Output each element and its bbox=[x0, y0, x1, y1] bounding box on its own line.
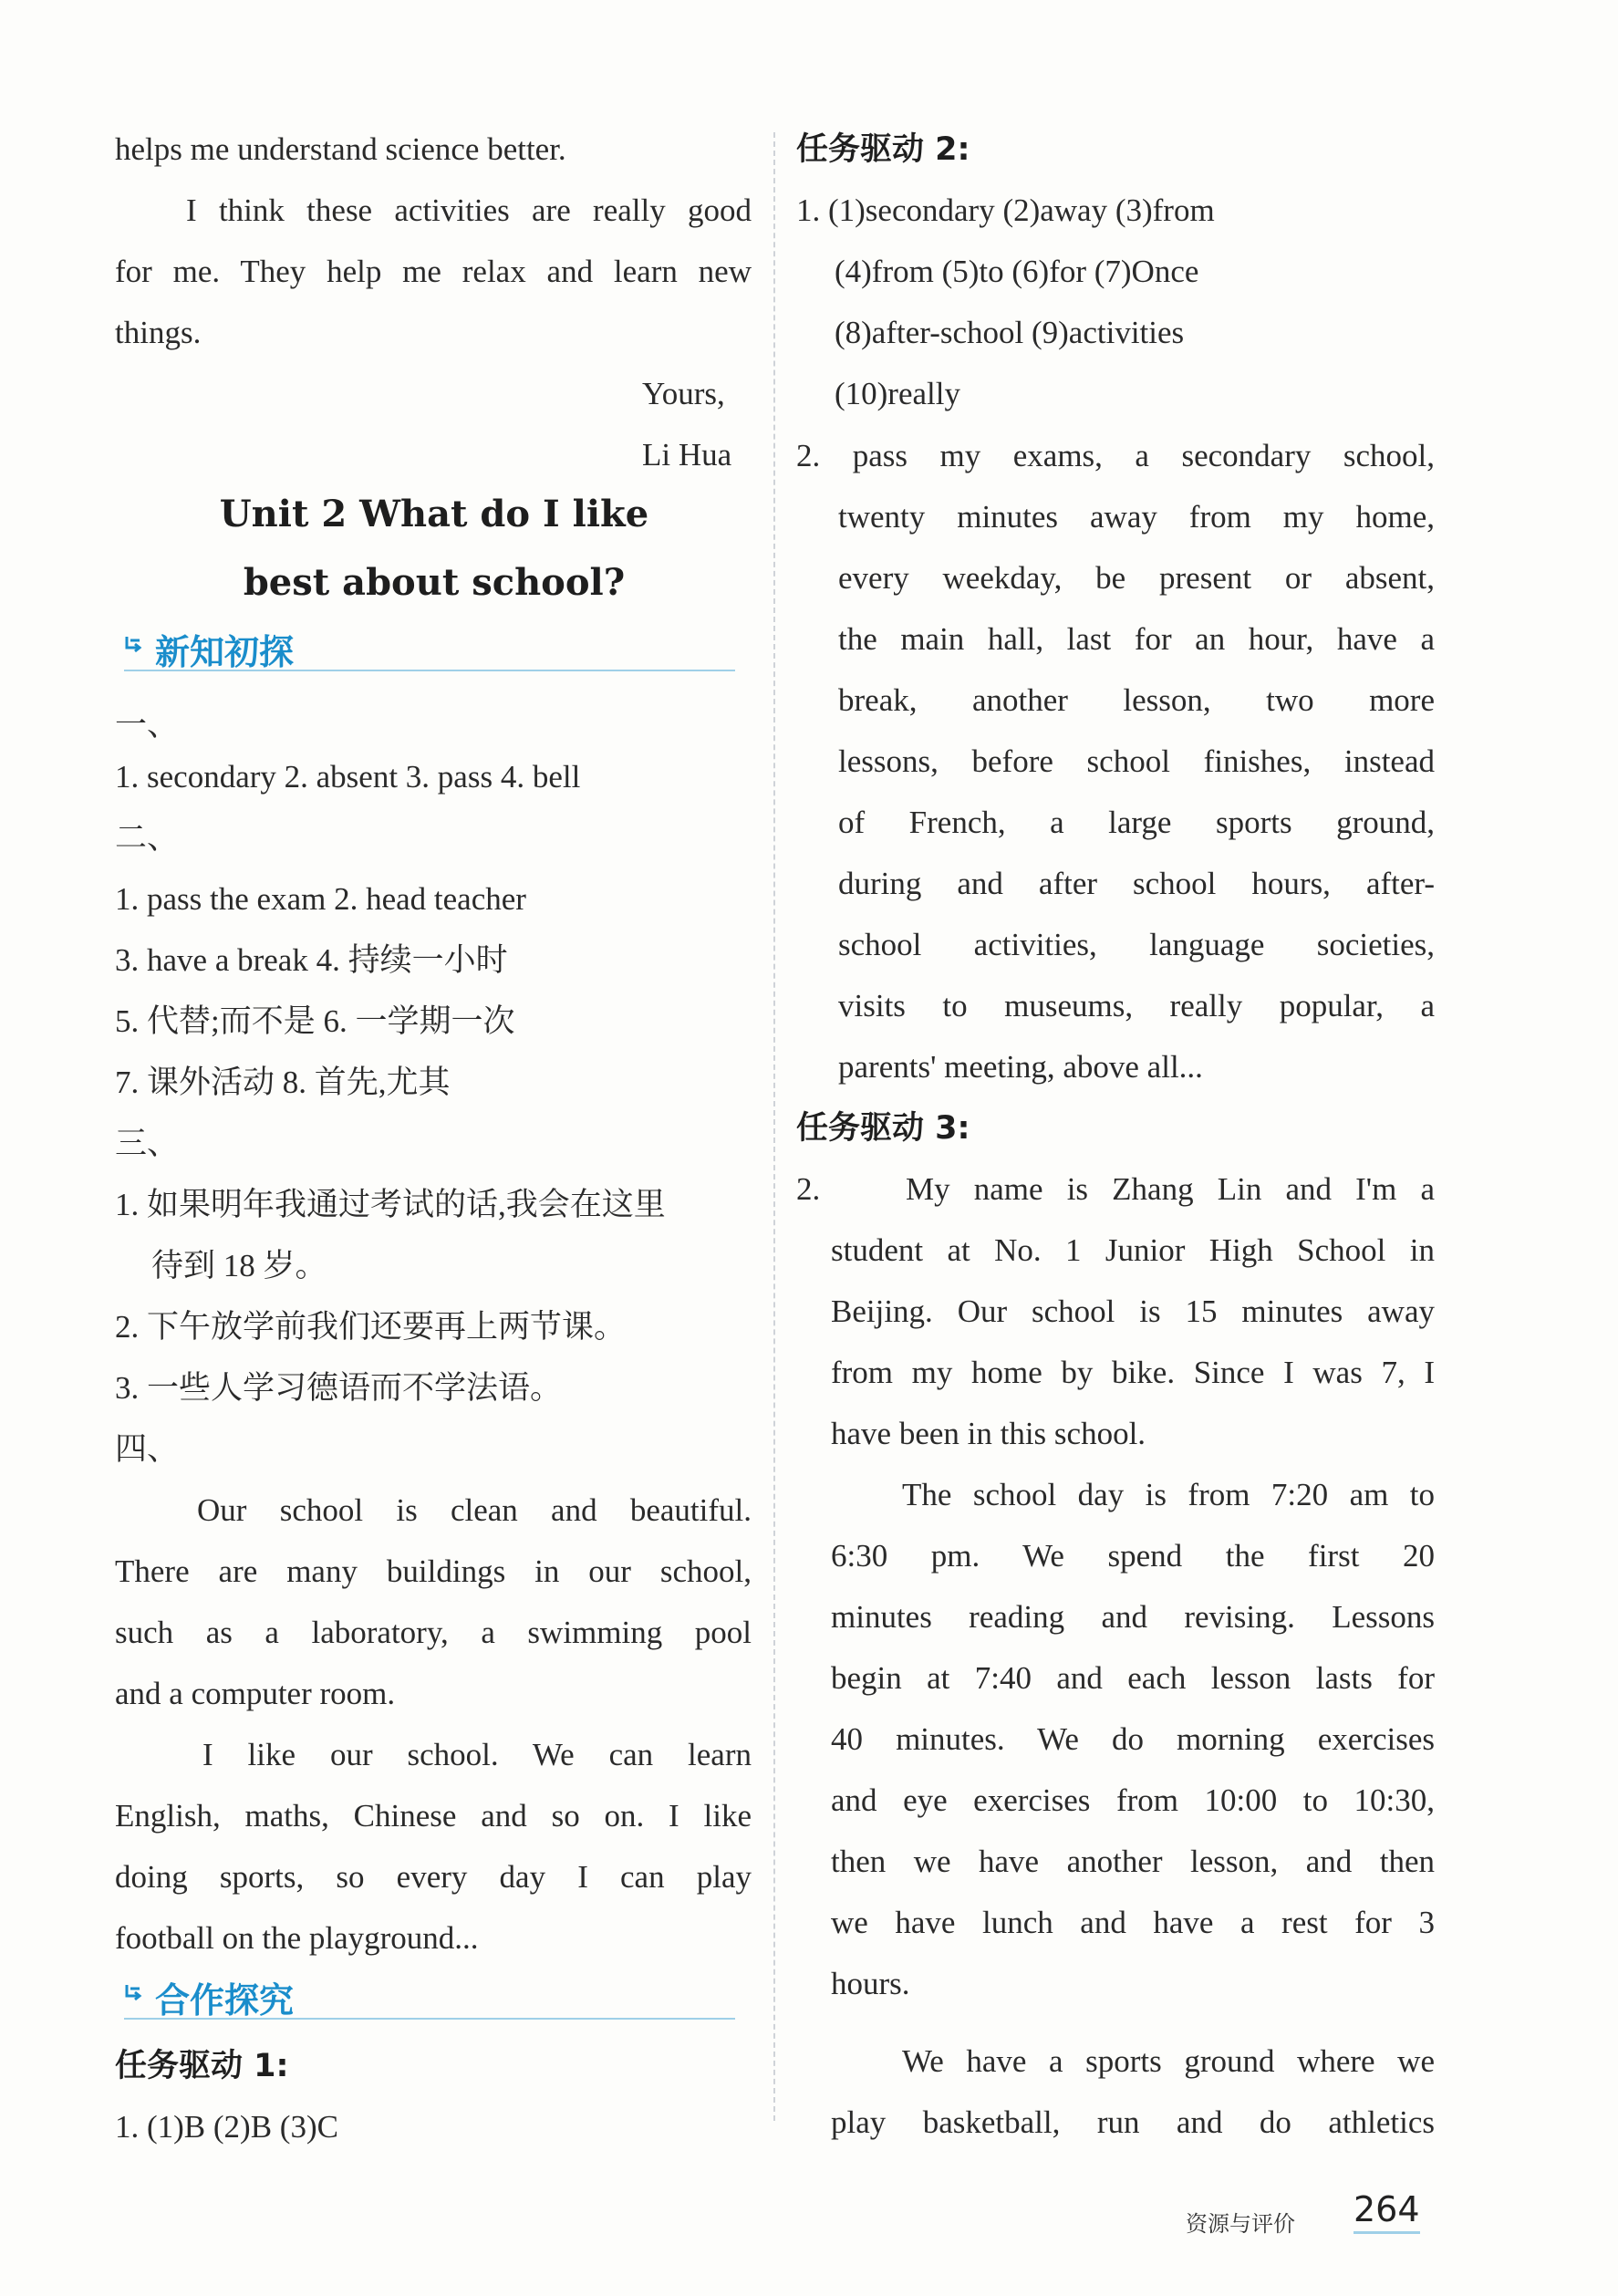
section-heading-new-knowledge bbox=[124, 620, 735, 671]
section-heading-cooperation bbox=[124, 1969, 735, 2020]
essay-line: then we have another lesson, and then bbox=[831, 1844, 1435, 1879]
essay-line: football on the playground... bbox=[115, 1920, 479, 1956]
answer-line: every weekday, be present or absent, bbox=[838, 560, 1435, 596]
essay-line: begin at 7:40 and each lesson lasts for bbox=[831, 1660, 1435, 1696]
essay-line: play basketball, run and do athletics bbox=[831, 2104, 1435, 2140]
essay-line: student at No. 1 Junior High School in bbox=[831, 1232, 1435, 1268]
unit-title-line1: Unit 2 What do I like bbox=[219, 493, 649, 535]
essay-line: English, maths, Chinese and so on. I like bbox=[115, 1798, 752, 1834]
essay-line: hours. bbox=[831, 1966, 910, 2001]
section-title: 合作探究 bbox=[155, 1980, 295, 2021]
task-heading-2: 任务驱动 2: bbox=[796, 131, 970, 168]
essay-line: 40 minutes. We do morning exercises bbox=[831, 1721, 1435, 1757]
answer-line: parents' meeting, above all... bbox=[838, 1049, 1203, 1085]
essay-line: have been in this school. bbox=[831, 1416, 1146, 1451]
essay-line: My name is Zhang Lin and I'm a bbox=[906, 1171, 1435, 1207]
text-line: for me. They help me relax and learn new bbox=[115, 254, 752, 289]
essay-line: doing sports, so every day I can play bbox=[115, 1859, 752, 1895]
essay-line: and a computer room. bbox=[115, 1676, 396, 1711]
answer-line: during and after school hours, after- bbox=[838, 866, 1435, 901]
section-title: 新知初探 bbox=[155, 632, 295, 672]
letter-signoff: Yours, bbox=[642, 376, 725, 411]
answer-line: 3. have a break 4. 持续一小时 bbox=[115, 942, 508, 978]
essay-line: There are many buildings in our school, bbox=[115, 1553, 752, 1589]
footer-book-label: 资源与评价 bbox=[1186, 2211, 1295, 2237]
answer-line: of French, a large sports ground, bbox=[838, 805, 1435, 840]
part-heading: 一、 bbox=[115, 707, 180, 743]
answer-line: 1. (1)B (2)B (3)C bbox=[115, 2109, 338, 2145]
text-line: I think these activities are really good bbox=[186, 192, 752, 228]
answer-line: lessons, before school finishes, instead bbox=[838, 743, 1435, 779]
answer-line: 1. secondary 2. absent 3. pass 4. bell bbox=[115, 759, 581, 795]
answer-line: school activities, language societies, bbox=[838, 927, 1435, 962]
essay-line: 6:30 pm. We spend the first 20 bbox=[831, 1538, 1435, 1574]
answer-line: (10)really bbox=[835, 376, 960, 411]
essay-line: such as a laboratory, a swimming pool bbox=[115, 1615, 752, 1650]
page-number: 264 bbox=[1354, 2189, 1420, 2234]
part-heading: 二、 bbox=[115, 820, 180, 857]
letter-signature: Li Hua bbox=[642, 437, 732, 473]
task-heading-3: 任务驱动 3: bbox=[796, 1110, 970, 1147]
answer-line: (8)after-school (9)activities bbox=[835, 315, 1185, 350]
essay-line: Beijing. Our school is 15 minutes away bbox=[831, 1293, 1435, 1329]
essay-line: We have a sports ground where we bbox=[902, 2043, 1435, 2079]
part-heading: 四、 bbox=[115, 1431, 180, 1468]
essay-line: I like our school. We can learn bbox=[202, 1737, 752, 1772]
answer-line: 2. 下午放学前我们还要再上两节课。 bbox=[115, 1309, 627, 1345]
answer-line: 2. pass my exams, a secondary school, bbox=[796, 438, 1435, 473]
essay-line: minutes reading and revising. Lessons bbox=[831, 1599, 1435, 1635]
essay-line: The school day is from 7:20 am to bbox=[902, 1477, 1435, 1512]
answer-line: 1. 如果明年我通过考试的话,我会在这里 bbox=[115, 1187, 666, 1222]
essay-line: we have lunch and have a rest for 3 bbox=[831, 1905, 1435, 1940]
text-line: things. bbox=[115, 315, 202, 350]
answer-line: twenty minutes away from my home, bbox=[838, 499, 1435, 535]
answer-line: (4)from (5)to (6)for (7)Once bbox=[835, 254, 1199, 289]
essay-line: Our school is clean and beautiful. bbox=[197, 1492, 752, 1528]
part-heading: 三、 bbox=[115, 1126, 180, 1162]
answer-line: 7. 课外活动 8. 首先,尤其 bbox=[115, 1065, 451, 1100]
section-marker-icon bbox=[124, 1983, 142, 2003]
answer-line: 1. pass the exam 2. head teacher bbox=[115, 881, 526, 917]
answer-line: 1. (1)secondary (2)away (3)from bbox=[796, 192, 1215, 228]
essay-line: from my home by bike. Since I was 7, I bbox=[831, 1355, 1435, 1390]
section-marker-icon bbox=[124, 635, 142, 655]
task-heading-1: 任务驱动 1: bbox=[115, 2048, 289, 2084]
answer-line: the main hall, last for an hour, have a bbox=[838, 621, 1435, 657]
answer-line: 5. 代替;而不是 6. 一学期一次 bbox=[115, 1003, 515, 1039]
item-number: 2. bbox=[796, 1171, 821, 1207]
answer-line: visits to museums, really popular, a bbox=[838, 988, 1435, 1023]
unit-title-line2: best about school? bbox=[243, 561, 626, 604]
answer-line: break, another lesson, two more bbox=[838, 682, 1435, 718]
column-divider bbox=[773, 132, 775, 2121]
answer-line: 待到 18 岁。 bbox=[151, 1248, 327, 1283]
essay-line: and eye exercises from 10:00 to 10:30, bbox=[831, 1782, 1435, 1818]
answer-line: 3. 一些人学习德语而不学法语。 bbox=[115, 1370, 563, 1406]
text-line: helps me understand science better. bbox=[115, 131, 566, 167]
